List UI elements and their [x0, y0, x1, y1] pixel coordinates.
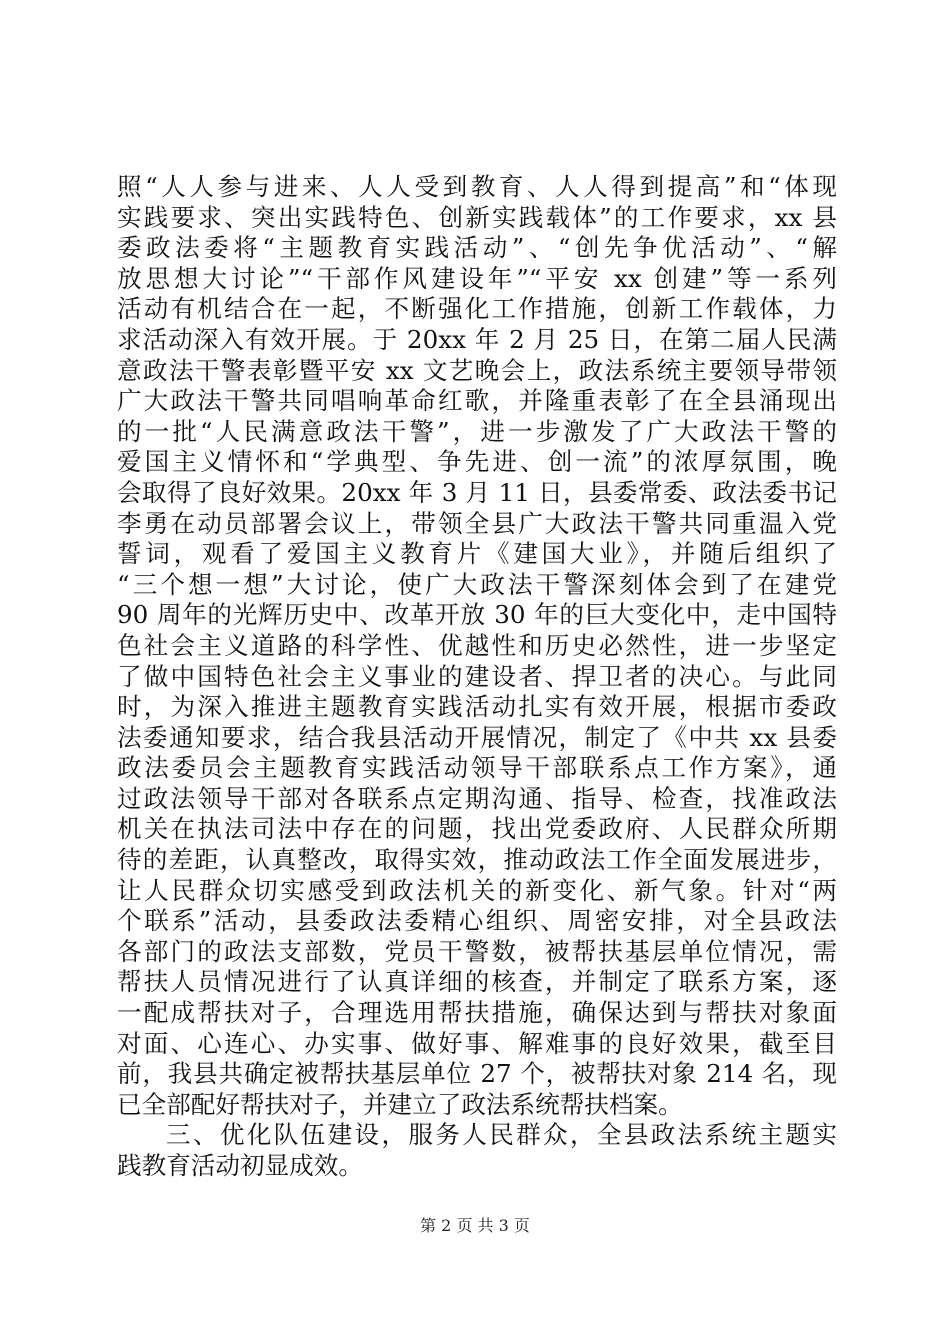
text-line: 了做中国特色社会主义事业的建设者、捍卫者的决心。与此同: [117, 661, 837, 691]
text-line: 法委通知要求，结合我县活动开展情况，制定了《中共 xx 县委: [117, 722, 837, 752]
text-line: 时，为深入推进主题教育实践活动扎实有效开展，根据市委政: [117, 692, 837, 722]
text-line: 放思想大讨论”“干部作风建设年”“平安 xx 创建”等一系列: [117, 263, 837, 293]
text-line: 待的差距，认真整改，取得实效，推动政法工作全面发展进步，: [117, 845, 837, 875]
text-line: 政法委员会主题教育实践活动领导干部联系点工作方案》，通: [117, 753, 837, 783]
text-line: 活动有机结合在一起，不断强化工作措施，创新工作载体，力: [117, 294, 837, 324]
text-line: 个联系”活动，县委政法委精心组织、周密安排，对全县政法: [117, 906, 837, 936]
text-line: 一配成帮扶对子，合理选用帮扶措施，确保达到与帮扶对象面: [117, 998, 837, 1028]
text-line: 过政法领导干部对各联系点定期沟通、指导、检查，找准政法: [117, 783, 837, 813]
section-heading-paragraph: [117, 1120, 837, 1181]
text-line: 广大政法干警共同唱响革命红歌，并隆重表彰了在全县涌现出: [117, 386, 837, 416]
text-line: 让人民群众切实感受到政法机关的新变化、新气象。针对“两: [117, 875, 837, 905]
text-line: “三个想一想”大讨论，使广大政法干警深刻体会到了在建党: [117, 569, 837, 599]
section-heading-line: 三、优化队伍建设，服务人民群众，全县政法系统主题实: [166, 1120, 837, 1150]
text-line: 誓词，观看了爱国主义教育片《建国大业》，并随后组织了: [117, 539, 837, 569]
text-line: 各部门的政法支部数，党员干警数，被帮扶基层单位情况，需: [117, 936, 837, 966]
text-line: 色社会主义道路的科学性、优越性和历史必然性，进一步坚定: [117, 630, 837, 660]
text-line: 李勇在动员部署会议上，带领全县广大政法干警共同重温入党: [117, 508, 837, 538]
paragraph-1: [117, 172, 837, 1120]
text-line: 90 周年的光辉历史中、改革开放 30 年的巨大变化中，走中国特: [117, 600, 837, 630]
page-number-footer: 第 2 页 共 3 页: [420, 1216, 530, 1235]
text-line: 爱国主义情怀和“学典型、争先进、创一流”的浓厚氛围，晚: [117, 447, 837, 477]
document-body: [117, 172, 837, 1182]
text-line: 实践要求、突出实践特色、创新实践载体”的工作要求，xx 县: [117, 202, 837, 232]
text-line: 对面、心连心、办实事、做好事、解难事的良好效果，截至目: [117, 1028, 837, 1058]
text-line: 机关在执法司法中存在的问题，找出党委政府、人民群众所期: [117, 814, 837, 844]
text-line: 已全部配好帮扶对子，并建立了政法系统帮扶档案。: [117, 1089, 683, 1119]
section-heading-line: 践教育活动初显成效。: [117, 1151, 363, 1180]
text-line: 前，我县共确定被帮扶基层单位 27 个，被帮扶对象 214 名，现: [117, 1059, 837, 1089]
text-line: 帮扶人员情况进行了认真详细的核查，并制定了联系方案，逐: [117, 967, 837, 997]
text-line: 会取得了良好效果。20xx 年 3 月 11 日，县委常委、政法委书记: [117, 477, 837, 507]
text-line: 求活动深入有效开展。于 20xx 年 2 月 25 日，在第二届人民满: [117, 324, 837, 354]
text-line: 意政法干警表彰暨平安 xx 文艺晚会上，政法系统主要领导带领: [117, 355, 837, 385]
text-line: 照“人人参与进来、人人受到教育、人人得到提高”和“体现: [117, 172, 837, 201]
text-line: 委政法委将“主题教育实践活动”、“创先争优活动”、“解: [117, 233, 837, 263]
text-line: 的一批“人民满意政法干警”，进一步激发了广大政法干警的: [117, 416, 837, 446]
